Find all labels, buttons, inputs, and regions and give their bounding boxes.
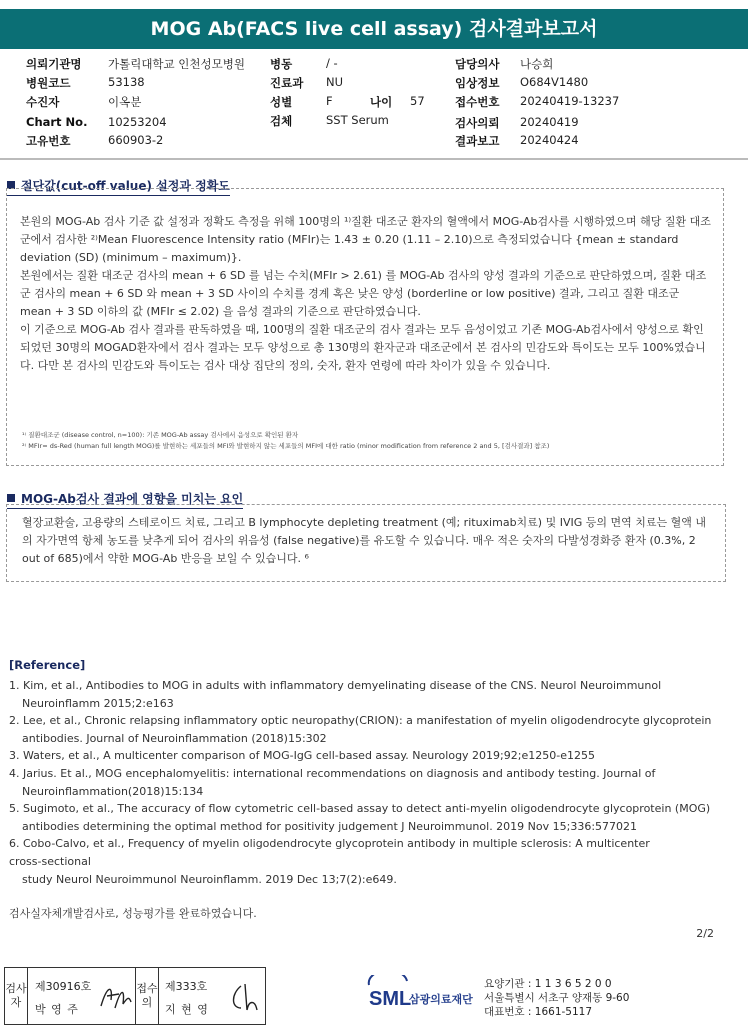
tester-signature bbox=[97, 978, 133, 1014]
req-label: 검사의뢰 bbox=[455, 116, 500, 130]
receiver-number: 제333호 bbox=[165, 980, 208, 993]
sml-logo-mark bbox=[367, 975, 477, 1011]
section2-heading-text: MOG-Ab검사 결과에 영향을 미치는 요인 bbox=[21, 492, 244, 506]
square-bullet-icon bbox=[7, 494, 15, 502]
tester-name: 박 영 주 bbox=[35, 1003, 79, 1016]
reference-3: 3. Waters, et al., A multicenter comparison of MOG-IgG cell-based assay. Neurology 2019;92;e1250-e1255 bbox=[9, 749, 595, 763]
reference-list bbox=[9, 677, 729, 888]
reference-2-cont: antibodies. Journal of Neuroinflammation (2018)15:302 bbox=[22, 731, 327, 745]
reference-6-cont: cross-sectional bbox=[9, 854, 91, 868]
tester-label: 검사자 bbox=[5, 968, 28, 1024]
req-value: 20240419 bbox=[520, 115, 579, 129]
reference-2: 2. Lee, et al., Chronic relapsing inflammatory optic neuropathy(CRION): a manifestation of myelin oligodendrocyte glycoprotein bbox=[9, 714, 712, 728]
dept-value: NU bbox=[326, 75, 344, 89]
section1-footnotes bbox=[22, 430, 712, 452]
section1-p2: 본원에서는 질환 대조군 검사의 mean + 6 SD 를 넘는 수치(MFIr > 2.61) 를 MOG-Ab 검사의 양성 결과의 기준으로 판단하였으며, 질환 대조군 검사의 mean + 6 SD 와 mean + 3 SD 사이의 수치를 경계 혹은 낮은 양성 (borderline or low positive) 결과, 그리고 질환 대조군 mean + 3 SD 이하의 값 (MFIr ≤ 2.02) 을 음성 결과의 기준으로 판단하였습니다. bbox=[20, 269, 707, 318]
footnote-1: ¹⁾ 질환대조군 (disease control, n=100): 기존 MOG-Ab assay 검사에서 음성으로 확인된 환자 bbox=[22, 431, 299, 439]
sex-value: F bbox=[326, 94, 333, 108]
validation-note: 검사실자체개발검사로, 성능평가를 완료하였습니다. bbox=[9, 907, 257, 920]
spec-value: SST Serum bbox=[326, 113, 389, 127]
hcode-value: 53138 bbox=[108, 75, 145, 89]
id-value: 660903-2 bbox=[108, 133, 164, 147]
section1-body bbox=[20, 213, 712, 375]
reference-4-cont: Neuroinflammation(2018)15:134 bbox=[22, 784, 204, 798]
receiver-name: 지 현 영 bbox=[165, 1003, 209, 1016]
ward-label: 병동 bbox=[270, 57, 293, 71]
clin-value: O684V1480 bbox=[520, 75, 589, 89]
section1-p3: 이 기준으로 MOG-Ab 검사 결과를 판독하였을 때, 100명의 질환 대조군의 검사 결과는 모두 음성이었고 기존 MOG-Ab검사에서 양성으로 확인되었던 30명의 MOGAD환자에서 검사 결과는 모두 양성으로 총 130명의 환자군과 대조군에서 본 검사의 민감도와 특이도는 모두 100%였습니다. 다만 본 검사의 민감도와 특이도는 검사 대상 집단의 정의, 숫자, 환자 연령에 따라 차이가 있을 수 있습니다. bbox=[20, 323, 706, 372]
clin-label: 임상정보 bbox=[455, 76, 500, 90]
lab-code: 요양기관 : 1 1 3 6 5 2 0 0 bbox=[484, 978, 612, 990]
doc-value: 나승희 bbox=[520, 57, 554, 71]
recv-label: 접수번호 bbox=[455, 95, 500, 109]
footnote-2: ²⁾ MFIr= ds-Red (human full length MOG)를 발현하는 세포들의 MFI와 발현하지 않는 세포들의 MFI에 대한 ratio (minor modification from reference 2 and 5, [검사결과] 참조) bbox=[22, 442, 550, 450]
section1-heading-text: 절단값(cut-off value) 설정과 정확도 bbox=[21, 179, 230, 193]
patient-label: 수진자 bbox=[26, 95, 60, 109]
recv-value: 20240419-13237 bbox=[520, 94, 620, 108]
reference-5-cont: antibodies determining the optimal method for positivity judgement J Neuroimmunol. 2019 Nov 15;336:577021 bbox=[22, 819, 638, 833]
logo-mark-text: SML bbox=[369, 988, 412, 1010]
reference-6-cont2: study Neurol Neuroimmunol Neuroinflamm. 2019 Dec 13;7(2):e649. bbox=[22, 872, 397, 886]
inst-label: 의뢰기관명 bbox=[26, 57, 82, 71]
section2-body bbox=[22, 514, 714, 568]
receiver-signature bbox=[227, 980, 263, 1014]
reference-1-cont: Neuroinflamm 2015;2:e163 bbox=[22, 696, 174, 710]
sml-logo bbox=[367, 975, 477, 1015]
age-value: 57 bbox=[410, 94, 425, 108]
chart-value: 10253204 bbox=[108, 115, 167, 129]
reference-4: 4. Jarius. Et al., MOG encephalomyelitis: international recommendations on diagnosis and antibody testing. Journal of bbox=[9, 766, 656, 780]
page-number: 2/2 bbox=[696, 927, 714, 940]
inst-value: 가톨릭대학교 인천성모병원 bbox=[108, 57, 245, 71]
section2-p1: 혈장교환술, 고용량의 스테로이드 치료, 그리고 B lymphocyte depleting treatment (예; rituximab치료) 및 IVIG 등의 면역 치료는 혈액 내의 자가면역 항체 농도를 낮추게 되어 검사의 위음성 (false negative)를 유도할 수 있습니다. 매우 적은 숫자의 다발성경화증 환자 (0.3%, 2 out of 685)에서 약한 MOG-Ab 반응을 보일 수 있습니다. ⁶ bbox=[22, 516, 706, 565]
report-title: MOG Ab(FACS live cell assay) 검사결과보고서 bbox=[0, 9, 748, 49]
reference-5: 5. Sugimoto, et al., The accuracy of flow cytometric cell-based assay to detect anti-myelin oligodendrocyte glycoprotein (MOG) bbox=[9, 802, 711, 816]
hcode-label: 병원코드 bbox=[26, 76, 71, 90]
patient-info bbox=[0, 56, 748, 151]
lab-info bbox=[484, 977, 629, 1019]
sex-label: 성별 bbox=[270, 95, 293, 109]
header-divider bbox=[0, 158, 748, 160]
chart-label: Chart No. bbox=[26, 115, 88, 129]
tester-number: 제30916호 bbox=[35, 980, 92, 993]
dept-label: 진료과 bbox=[270, 76, 304, 90]
doc-label: 담당의사 bbox=[455, 57, 500, 71]
lab-phone: 대표번호 : 1661-5117 bbox=[484, 1006, 593, 1018]
reference-title: [Reference] bbox=[9, 658, 86, 672]
logo-name-text: 삼광의료재단 bbox=[409, 993, 473, 1006]
reference-1: 1. Kim, et al., Antibodies to MOG in adults with inflammatory demyelinating disease of the CNS. Neurol Neuroimmunol bbox=[9, 679, 662, 692]
age-label: 나이 bbox=[370, 95, 393, 109]
signature-box bbox=[4, 967, 266, 1025]
rep-value: 20240424 bbox=[520, 133, 579, 147]
section1-p1: 본원의 MOG-Ab 검사 기준 값 설정과 정확도 측정을 위해 100명의 ¹⁾질환 대조군 환자의 혈액에서 MOG-Ab검사를 시행하였으며 해당 질환 대조군에서 검사한 ²⁾Mean Fluorescence Intensity ratio (MFIr)는 1.43 ± 0.20 (1.11 – 2.10)으로 측정되었습니다 {mean ± standard deviation (SD) (minimum – maximum)}. bbox=[20, 215, 711, 264]
patient-value: 이옥분 bbox=[108, 95, 142, 109]
lab-address: 서울특별시 서초구 양재동 9-60 bbox=[484, 992, 630, 1004]
receiver-label: 접수의 bbox=[135, 968, 159, 1024]
reference-6: 6. Cobo-Calvo, et al., Frequency of myelin oligodendrocyte glycoprotein antibody in multiple sclerosis: A multicenter bbox=[9, 837, 650, 851]
spec-label: 검체 bbox=[270, 114, 293, 128]
ward-value: / - bbox=[326, 56, 338, 70]
rep-label: 결과보고 bbox=[455, 134, 500, 148]
id-label: 고유번호 bbox=[26, 134, 71, 148]
